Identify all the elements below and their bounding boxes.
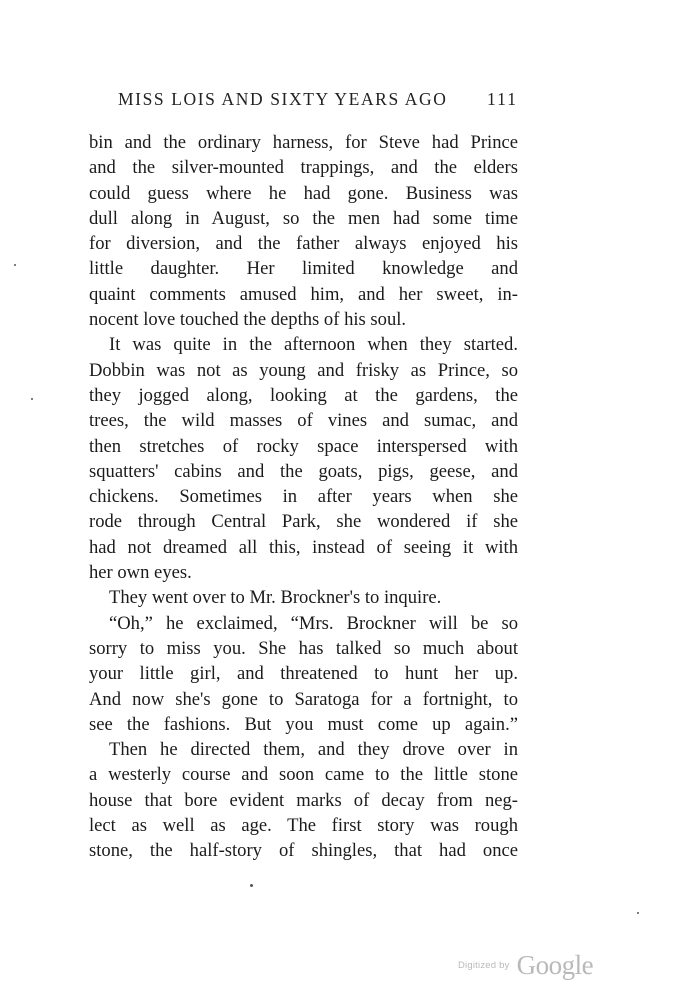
text-line: for diversion, and the father always enjoyed his	[89, 233, 518, 255]
google-logo: Google	[516, 950, 594, 980]
text-line: a westerly course and soon came to the little stone	[89, 764, 518, 786]
ink-speck	[31, 398, 33, 400]
text-line: It was quite in the afternoon when they started.	[109, 334, 518, 356]
body-text	[89, 130, 518, 864]
running-header	[118, 89, 518, 117]
text-line: and the silver-mounted trappings, and the elders	[89, 157, 518, 179]
text-line: had not dreamed all this, instead of seeing it with	[89, 536, 518, 558]
text-line: trees, the wild masses of vines and sumac, and	[89, 410, 518, 432]
ink-speck	[250, 884, 253, 887]
text-line: her own eyes.	[89, 562, 192, 584]
text-line: rode through Central Park, she wondered if she	[89, 511, 518, 533]
text-line: then stretches of rocky space interspersed with	[89, 435, 518, 457]
text-line: little daughter. Her limited knowledge and	[89, 258, 518, 280]
text-line: see the fashions. But you must come up again.”	[89, 713, 518, 735]
running-title: MISS LOIS AND SIXTY YEARS AGO	[118, 89, 448, 109]
text-line: Then he directed them, and they drove over in	[109, 739, 518, 761]
text-line: they jogged along, looking at the gardens, the	[89, 384, 518, 406]
text-line: bin and the ordinary harness, for Steve had Prince	[89, 132, 518, 153]
text-line: sorry to miss you. She has talked so much about	[89, 637, 518, 659]
digitized-by-google-watermark	[458, 950, 593, 984]
text-line: They went over to Mr. Brockner's to inquire.	[109, 587, 442, 609]
text-line: your little girl, and threatened to hunt her up.	[89, 663, 518, 685]
text-line: lect as well as age. The first story was rough	[89, 815, 518, 837]
ink-speck	[14, 264, 16, 266]
text-line: stone, the half-story of shingles, that had once	[89, 840, 518, 862]
digitized-label: Digitized by	[458, 960, 510, 971]
text-line: squatters' cabins and the goats, pigs, geese, and	[89, 460, 518, 482]
ink-speck	[637, 912, 639, 914]
text-line: nocent love touched the depths of his soul.	[89, 309, 407, 331]
text-line: could guess where he had gone. Business was	[89, 182, 518, 204]
text-line: And now she's gone to Saratoga for a fortnight, to	[89, 688, 518, 710]
text-line: quaint comments amused him, and her sweet, in-	[89, 283, 518, 305]
text-line: dull along in August, so the men had some time	[89, 207, 518, 229]
text-line: Dobbin was not as young and frisky as Prince, so	[89, 359, 518, 381]
text-line: “Oh,” he exclaimed, “Mrs. Brockner will be so	[109, 612, 518, 634]
page-number: 111	[487, 89, 518, 109]
text-line: chickens. Sometimes in after years when she	[89, 486, 518, 508]
text-line: house that bore evident marks of decay from neg-	[89, 789, 518, 811]
